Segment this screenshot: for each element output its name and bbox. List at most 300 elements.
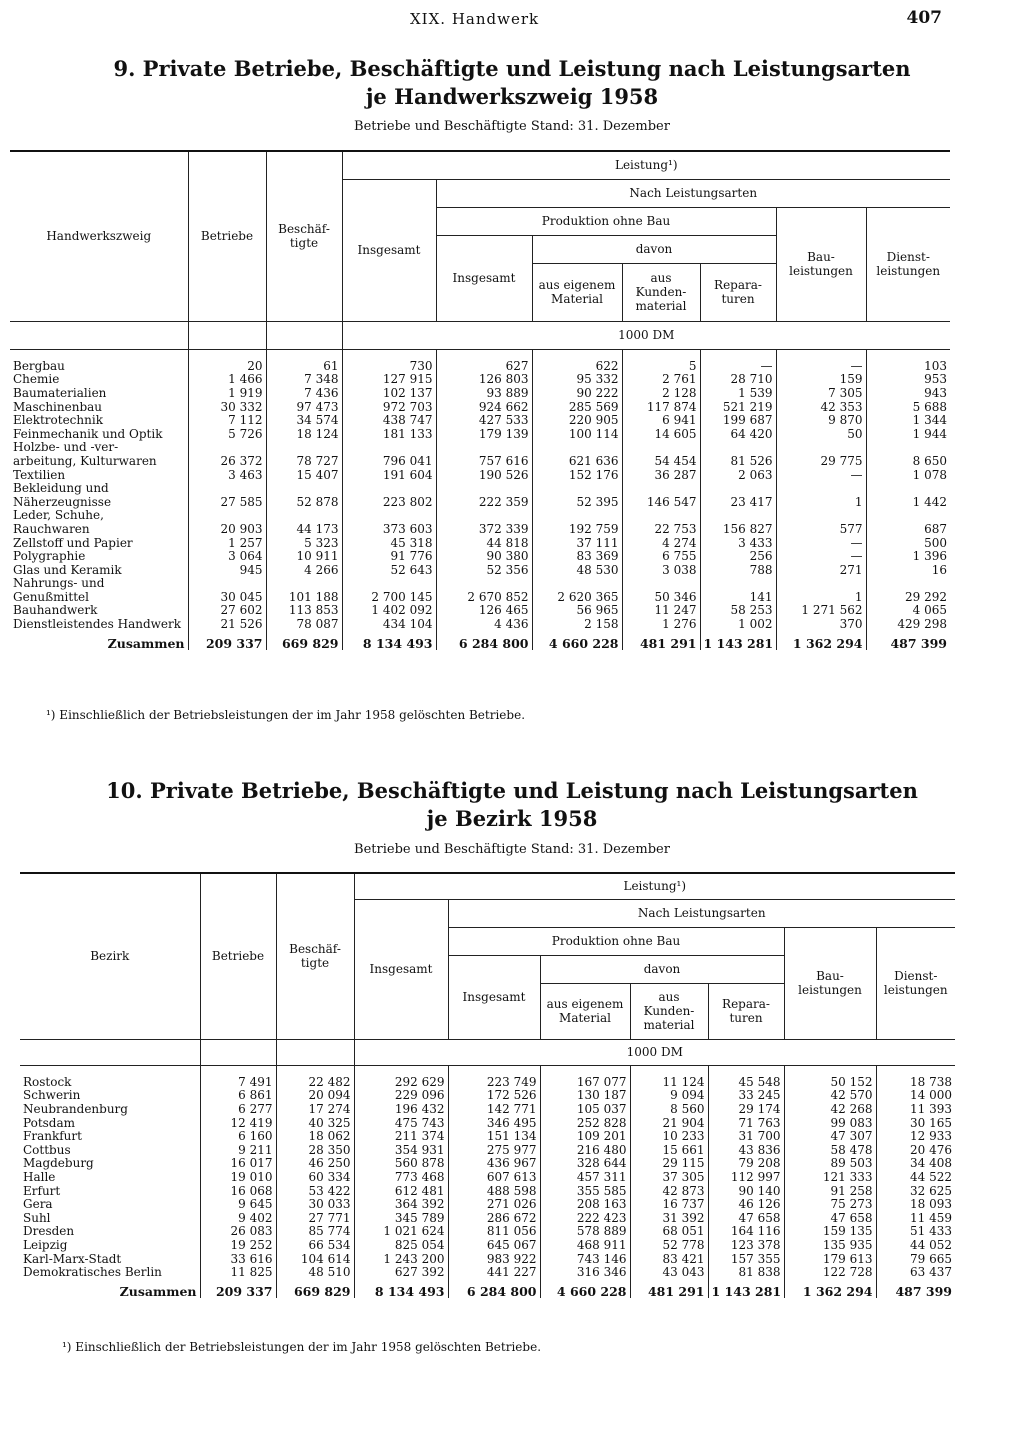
table-cell: 434 104: [342, 618, 436, 632]
table-cell: 6 277: [200, 1103, 276, 1117]
table-cell: —: [700, 360, 776, 374]
table-cell: 121 333: [784, 1171, 876, 1185]
table-cell: 21 904: [630, 1116, 708, 1130]
header-leistung: Leistung¹): [342, 151, 950, 179]
table-cell: [622, 482, 700, 496]
header-bezirk: Bezirk: [20, 873, 200, 1039]
table-cell: 2 620 365: [532, 591, 622, 605]
total-label: Zusammen: [119, 1284, 197, 1300]
table-cell: 93 889: [436, 387, 532, 401]
table-row: [10, 509, 950, 523]
header-betriebe: Betriebe: [200, 873, 276, 1039]
table-cell: 190 526: [436, 468, 532, 482]
table-cell: 159 135: [784, 1225, 876, 1239]
header-davon: davon: [540, 955, 784, 983]
table-cell: 560 878: [354, 1157, 448, 1171]
table-cell: 475 743: [354, 1116, 448, 1130]
table-cell: 44 818: [436, 536, 532, 550]
table-cell: 328 644: [540, 1157, 630, 1171]
header-insgesamt: Insgesamt: [354, 899, 448, 1039]
table-cell: 346 495: [448, 1116, 540, 1130]
table-cell: 14 000: [876, 1089, 955, 1103]
table-cell: [866, 441, 950, 455]
table-row: [20, 1266, 955, 1280]
table-cell: 457 311: [540, 1171, 630, 1185]
table-cell: 16: [866, 563, 950, 577]
table-cell: 104 614: [276, 1252, 354, 1266]
table-cell: 100 114: [532, 427, 622, 441]
row-label: Zellstoff und Papier: [13, 535, 133, 550]
table-cell: 54 454: [622, 455, 700, 469]
table-cell: 90 222: [532, 387, 622, 401]
table-cell: 468 911: [540, 1239, 630, 1253]
table-cell: 29 292: [866, 591, 950, 605]
table-cell: 42 570: [784, 1089, 876, 1103]
table-cell: 135 935: [784, 1239, 876, 1253]
table-cell: 117 874: [622, 400, 700, 414]
row-label: Gera: [23, 1197, 53, 1212]
table-row: [10, 604, 950, 618]
table-cell: 11 124: [630, 1076, 708, 1090]
header-davon: davon: [532, 235, 776, 263]
table-cell: 18 738: [876, 1076, 955, 1090]
table-cell: 79 665: [876, 1252, 955, 1266]
total-cell: 6 284 800: [436, 631, 532, 650]
table-cell: 172 526: [448, 1089, 540, 1103]
table-cell: 23 417: [700, 495, 776, 509]
table-row: [10, 387, 950, 401]
table-cell: 28 710: [700, 373, 776, 387]
table-cell: 1 243 200: [354, 1252, 448, 1266]
table-cell: 438 747: [342, 414, 436, 428]
table-row: [10, 373, 950, 387]
header-handwerkszweig: Handwerkszweig: [10, 151, 188, 321]
table-cell: [700, 441, 776, 455]
table-cell: [532, 441, 622, 455]
table-cell: 52 778: [630, 1239, 708, 1253]
table-cell: 63 437: [876, 1266, 955, 1280]
table-cell: 11 459: [876, 1211, 955, 1225]
table-cell: 7 348: [266, 373, 342, 387]
table-cell: 4 065: [866, 604, 950, 618]
table-cell: 152 176: [532, 468, 622, 482]
table-cell: 757 616: [436, 455, 532, 469]
total-cell: 1 362 294: [776, 631, 866, 650]
header-dienstleistungen: Dienst-leistungen: [876, 927, 955, 1039]
table-cell: 71 763: [708, 1116, 784, 1130]
table-cell: 81 526: [700, 455, 776, 469]
table-cell: 1 002: [700, 618, 776, 632]
table-cell: 220 905: [532, 414, 622, 428]
row-label: Näherzeugnisse: [13, 494, 112, 509]
table-cell: 256: [700, 550, 776, 564]
table-cell: 37 305: [630, 1171, 708, 1185]
table-cell: 99 083: [784, 1116, 876, 1130]
table-cell: [436, 509, 532, 523]
table-cell: 578 889: [540, 1225, 630, 1239]
table-cell: [866, 482, 950, 496]
table-cell: 10 911: [266, 550, 342, 564]
table-cell: —: [776, 468, 866, 482]
table-cell: 29 775: [776, 455, 866, 469]
table-cell: —: [776, 550, 866, 564]
table-cell: 156 827: [700, 523, 776, 537]
table-cell: 146 547: [622, 495, 700, 509]
table-cell: 36 287: [622, 468, 700, 482]
header-kundenmaterial: aus Kunden-material: [622, 263, 700, 321]
chapter-title: XIX. Handwerk: [410, 10, 540, 28]
table-cell: [188, 509, 266, 523]
table-cell: 90 380: [436, 550, 532, 564]
table-cell: 316 346: [540, 1266, 630, 1280]
table-row: [20, 1089, 955, 1103]
table-cell: 788: [700, 563, 776, 577]
table-cell: [342, 509, 436, 523]
table-cell: 6 755: [622, 550, 700, 564]
table-cell: 52 356: [436, 563, 532, 577]
table-cell: 113 853: [266, 604, 342, 618]
row-label: Rostock: [23, 1074, 72, 1089]
total-cell: 487 399: [866, 631, 950, 650]
table-cell: 90 140: [708, 1184, 784, 1198]
table-cell: 1 402 092: [342, 604, 436, 618]
row-label: Suhl: [23, 1210, 51, 1225]
row-label: Feinmechanik und Optik: [13, 426, 163, 441]
header-beschaeftigte: Beschäf-tigte: [276, 873, 354, 1039]
table-cell: 83 421: [630, 1252, 708, 1266]
table1-title-line1: 9. Private Betriebe, Beschäftigte und Leistung nach Leistungsarten: [113, 56, 911, 81]
table-cell: 18 093: [876, 1198, 955, 1212]
table-row: [10, 591, 950, 605]
table-cell: 127 915: [342, 373, 436, 387]
table-cell: 97 473: [266, 400, 342, 414]
row-label: Frankfurt: [23, 1129, 82, 1144]
table2: [20, 872, 955, 1298]
table-cell: 1 539: [700, 387, 776, 401]
total-cell: 487 399: [876, 1279, 955, 1298]
table-cell: 28 350: [276, 1143, 354, 1157]
table-cell: 22 482: [276, 1076, 354, 1090]
table-cell: 19 252: [200, 1239, 276, 1253]
table-row: [20, 1252, 955, 1266]
table-cell: 9 870: [776, 414, 866, 428]
row-label: Maschinenbau: [13, 399, 103, 414]
table-cell: 21 526: [188, 618, 266, 632]
row-label: Magdeburg: [23, 1156, 94, 1171]
header-dienstleistungen: Dienst-leistungen: [866, 207, 950, 321]
table-cell: 14 605: [622, 427, 700, 441]
table-cell: 222 423: [540, 1211, 630, 1225]
table2-subtitle: Betriebe und Beschäftigte Stand: 31. Dezember: [354, 842, 670, 857]
table-cell: [622, 577, 700, 591]
table-cell: 12 933: [876, 1130, 955, 1144]
header-unit: 1000 DM: [354, 1039, 955, 1065]
table-cell: [532, 509, 622, 523]
table-row: [10, 427, 950, 441]
table-cell: 645 067: [448, 1239, 540, 1253]
table-cell: 30 332: [188, 400, 266, 414]
table-cell: 370: [776, 618, 866, 632]
table-cell: 20 476: [876, 1143, 955, 1157]
table-cell: 27 585: [188, 495, 266, 509]
table-cell: [266, 509, 342, 523]
table-cell: 17 274: [276, 1103, 354, 1117]
table-cell: 42 268: [784, 1103, 876, 1117]
table-cell: 50 346: [622, 591, 700, 605]
table-row: [10, 563, 950, 577]
table-cell: 20: [188, 360, 266, 374]
table-cell: 31 700: [708, 1130, 784, 1144]
table-row: [10, 618, 950, 632]
table-cell: 27 771: [276, 1211, 354, 1225]
table-cell: 52 878: [266, 495, 342, 509]
header-reparaturen: Repara-turen: [700, 263, 776, 321]
table-cell: 30 045: [188, 591, 266, 605]
table-cell: [776, 577, 866, 591]
table-cell: 91 258: [784, 1184, 876, 1198]
row-label: Bauhandwerk: [13, 603, 98, 618]
total-cell: 669 829: [266, 631, 342, 650]
table-cell: 103: [866, 360, 950, 374]
table-cell: [776, 482, 866, 496]
table-cell: 825 054: [354, 1239, 448, 1253]
table-cell: [700, 577, 776, 591]
header-prod-insgesamt: Insgesamt: [448, 955, 540, 1039]
table-cell: 52 395: [532, 495, 622, 509]
table-cell: [188, 441, 266, 455]
table-cell: 157 355: [708, 1252, 784, 1266]
running-head: [0, 6, 1024, 32]
table-cell: 1 396: [866, 550, 950, 564]
table-cell: 91 776: [342, 550, 436, 564]
table-cell: 1 021 624: [354, 1225, 448, 1239]
total-cell: 209 337: [200, 1279, 276, 1298]
row-label: Textilien: [13, 467, 66, 482]
table-cell: [532, 482, 622, 496]
table-cell: 2 670 852: [436, 591, 532, 605]
table-cell: 223 749: [448, 1076, 540, 1090]
table-cell: 5 688: [866, 400, 950, 414]
table-cell: 83 369: [532, 550, 622, 564]
row-label: Bergbau: [13, 358, 65, 373]
table-row: [10, 441, 950, 455]
total-row: [10, 631, 950, 650]
table-cell: 81 838: [708, 1266, 784, 1280]
table-cell: 612 481: [354, 1184, 448, 1198]
table-cell: 607 613: [448, 1171, 540, 1185]
table-cell: [266, 577, 342, 591]
table-cell: 6 941: [622, 414, 700, 428]
row-label: Leipzig: [23, 1237, 68, 1252]
total-cell: 4 660 228: [532, 631, 622, 650]
table-cell: 7 112: [188, 414, 266, 428]
row-label: Chemie: [13, 372, 60, 387]
table-cell: 179 613: [784, 1252, 876, 1266]
total-cell: 1 362 294: [784, 1279, 876, 1298]
table-cell: [776, 509, 866, 523]
table-cell: [266, 482, 342, 496]
table-row: [10, 414, 950, 428]
row-label: Karl-Marx-Stadt: [23, 1251, 122, 1266]
table-row: [20, 1157, 955, 1171]
table-cell: 60 334: [276, 1171, 354, 1185]
table-cell: 42 873: [630, 1184, 708, 1198]
table-cell: 44 522: [876, 1171, 955, 1185]
row-label: Holzbe- und -ver-: [13, 440, 119, 455]
table-row: [20, 1184, 955, 1198]
table-cell: 1: [776, 591, 866, 605]
table-cell: 109 201: [540, 1130, 630, 1144]
row-label: Demokratisches Berlin: [23, 1265, 162, 1280]
table-row: [10, 550, 950, 564]
table-cell: 796 041: [342, 455, 436, 469]
table-cell: 33 245: [708, 1089, 784, 1103]
table-cell: 1 919: [188, 387, 266, 401]
table-cell: 46 250: [276, 1157, 354, 1171]
table-cell: 271 026: [448, 1198, 540, 1212]
header-leistung: Leistung¹): [354, 873, 955, 899]
table-cell: [436, 441, 532, 455]
header-bauleistungen: Bau-leistungen: [776, 207, 866, 321]
table-cell: 364 392: [354, 1198, 448, 1212]
table-cell: 95 332: [532, 373, 622, 387]
table-cell: 142 771: [448, 1103, 540, 1117]
table-cell: 126 465: [436, 604, 532, 618]
table-cell: 16 017: [200, 1157, 276, 1171]
table-cell: 441 227: [448, 1266, 540, 1280]
table-cell: 3 038: [622, 563, 700, 577]
table-cell: [622, 441, 700, 455]
header-reparaturen: Repara-turen: [708, 983, 784, 1039]
table-cell: 222 359: [436, 495, 532, 509]
table-cell: 16 068: [200, 1184, 276, 1198]
table-cell: 45 318: [342, 536, 436, 550]
table-cell: 126 803: [436, 373, 532, 387]
table-cell: 123 378: [708, 1239, 784, 1253]
page-number: 407: [906, 8, 942, 28]
table-cell: [436, 577, 532, 591]
header-beschaeftigte: Beschäf-tigte: [266, 151, 342, 321]
table-cell: 16 737: [630, 1198, 708, 1212]
row-label: Schwerin: [23, 1088, 81, 1103]
table-cell: 229 096: [354, 1089, 448, 1103]
total-label: Zusammen: [107, 636, 185, 652]
table-cell: 9 402: [200, 1211, 276, 1225]
table-cell: 943: [866, 387, 950, 401]
header-kundenmaterial: aus Kunden-material: [630, 983, 708, 1039]
table-row: [10, 482, 950, 496]
table-cell: 29 115: [630, 1157, 708, 1171]
table-cell: 953: [866, 373, 950, 387]
table-cell: 3 064: [188, 550, 266, 564]
table-row: [20, 1076, 955, 1090]
row-label: arbeitung, Kulturwaren: [13, 453, 157, 468]
table-cell: 429 298: [866, 618, 950, 632]
table-cell: 4 436: [436, 618, 532, 632]
table-cell: [188, 482, 266, 496]
table-cell: 167 077: [540, 1076, 630, 1090]
table-cell: 252 828: [540, 1116, 630, 1130]
table-cell: 47 307: [784, 1130, 876, 1144]
header-produktion-ohne-bau: Produktion ohne Bau: [448, 927, 784, 955]
table-cell: 7 305: [776, 387, 866, 401]
table-cell: 30 033: [276, 1198, 354, 1212]
table-row: [10, 523, 950, 537]
table-cell: 20 903: [188, 523, 266, 537]
total-cell: 669 829: [276, 1279, 354, 1298]
table-cell: 191 604: [342, 468, 436, 482]
table-cell: 972 703: [342, 400, 436, 414]
row-label: Genußmittel: [13, 589, 89, 604]
table-cell: [342, 482, 436, 496]
table-cell: 101 188: [266, 591, 342, 605]
table-cell: 2 063: [700, 468, 776, 482]
table-cell: 2 761: [622, 373, 700, 387]
table-cell: 85 774: [276, 1225, 354, 1239]
row-label: Glas und Keramik: [13, 562, 122, 577]
table-cell: 47 658: [708, 1211, 784, 1225]
table-row: [20, 1225, 955, 1239]
table-cell: 89 503: [784, 1157, 876, 1171]
table-cell: 75 273: [784, 1198, 876, 1212]
table-cell: 18 062: [276, 1130, 354, 1144]
total-cell: 481 291: [622, 631, 700, 650]
table-cell: 78 727: [266, 455, 342, 469]
row-label: Cottbus: [23, 1142, 71, 1157]
table-cell: 22 753: [622, 523, 700, 537]
table-cell: 47 658: [784, 1211, 876, 1225]
table-cell: 199 687: [700, 414, 776, 428]
header-nach-leistungsarten: Nach Leistungsarten: [448, 899, 955, 927]
table-cell: 43 836: [708, 1143, 784, 1157]
table-cell: 945: [188, 563, 266, 577]
table1-footnote: ¹) Einschließlich der Betriebsleistungen der im Jahr 1958 gelöschten Betriebe.: [46, 708, 526, 722]
table-cell: 58 478: [784, 1143, 876, 1157]
table-cell: 34 574: [266, 414, 342, 428]
table-cell: 64 420: [700, 427, 776, 441]
table-cell: [700, 509, 776, 523]
table-cell: 78 087: [266, 618, 342, 632]
total-cell: 209 337: [188, 631, 266, 650]
table-row: [20, 1103, 955, 1117]
table-cell: 7 436: [266, 387, 342, 401]
table-cell: 622: [532, 360, 622, 374]
table-cell: 3 433: [700, 536, 776, 550]
table-row: [20, 1198, 955, 1212]
table-cell: 372 339: [436, 523, 532, 537]
table-cell: 811 056: [448, 1225, 540, 1239]
table-cell: 15 407: [266, 468, 342, 482]
table-row: [20, 1171, 955, 1185]
table-cell: 11 393: [876, 1103, 955, 1117]
table-cell: 9 094: [630, 1089, 708, 1103]
table1-title-line2: je Handwerkszweig 1958: [365, 84, 659, 109]
table1-subtitle: Betriebe und Beschäftigte Stand: 31. Dezember: [354, 119, 670, 134]
header-betriebe: Betriebe: [188, 151, 266, 321]
total-row: [20, 1279, 955, 1298]
table-cell: 32 625: [876, 1184, 955, 1198]
header-eigenes-material: aus eigenem Material: [532, 263, 622, 321]
table-cell: 355 585: [540, 1184, 630, 1198]
table-cell: 1 442: [866, 495, 950, 509]
table-cell: 159: [776, 373, 866, 387]
row-label: Polygraphie: [13, 549, 86, 564]
table-cell: 2 700 145: [342, 591, 436, 605]
table-cell: 5 726: [188, 427, 266, 441]
table-cell: 26 372: [188, 455, 266, 469]
table-cell: 34 408: [876, 1157, 955, 1171]
table-cell: 58 253: [700, 604, 776, 618]
